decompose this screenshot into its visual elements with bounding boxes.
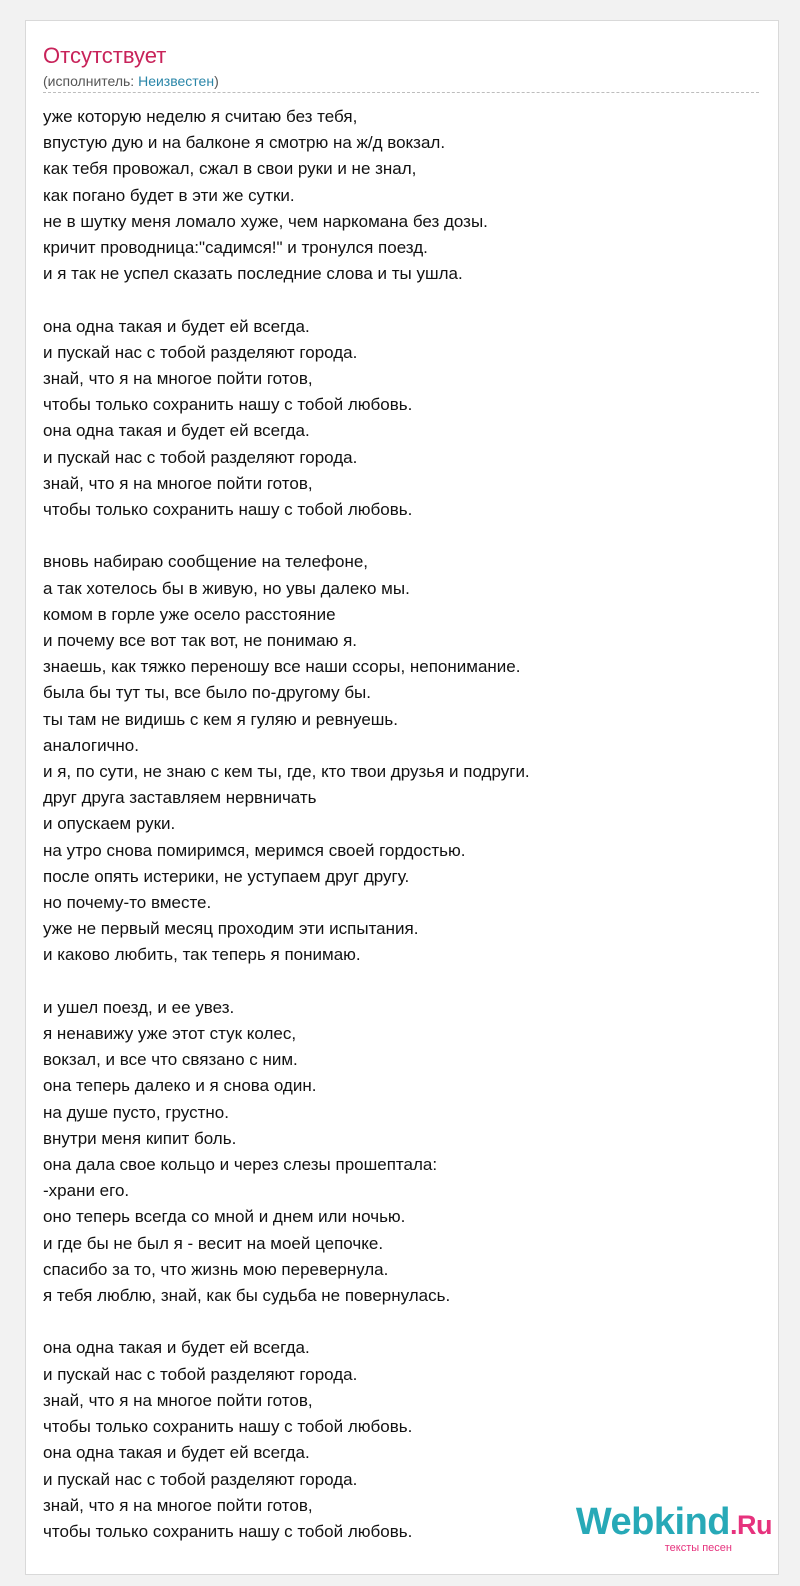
lyric-line: и я, по сути, не знаю с кем ты, где, кто твои друзья и подруги.: [43, 762, 530, 782]
lyric-line: уже не первый месяц проходим эти испытания.: [43, 919, 419, 939]
lyric-line: и пускай нас с тобой разделяют города.: [43, 342, 358, 362]
lyric-line: как тебя провожал, сжал в свои руки и не знал,: [43, 159, 417, 179]
lyric-line: вокзал, и все что связано с ним.: [43, 1050, 298, 1070]
lyric-line: она одна такая и будет ей всегда.: [43, 1338, 310, 1358]
lyric-line: и пускай нас с тобой разделяют города.: [43, 1469, 358, 1489]
lyric-line: на утро снова помиримся, меримся своей гордостью.: [43, 840, 466, 860]
lyric-line: была бы тут ты, все было по-другому бы.: [43, 683, 371, 703]
lyric-line: и каково любить, так теперь я понимаю.: [43, 945, 361, 965]
logo-wordmark: [576, 1503, 772, 1544]
lyric-line: знай, что я на многое пойти готов,: [43, 473, 313, 493]
logo-tagline: тексты песен: [664, 1542, 732, 1554]
lyric-line: не в шутку меня ломало хуже, чем наркомана без дозы.: [43, 211, 488, 231]
stanza: [43, 104, 755, 287]
lyric-line: и где бы не был я - весит на моей цепочке.: [43, 1233, 384, 1253]
lyric-line: вновь набираю сообщение на телефоне,: [43, 552, 369, 572]
stanza: [43, 995, 755, 1309]
lyric-line: уже которую неделю я считаю без тебя,: [43, 107, 358, 126]
lyric-line: ты там не видишь с кем я гуляю и ревнуешь.: [43, 709, 399, 729]
lyric-line: после опять истерики, не уступаем друг другу.: [43, 866, 410, 886]
lyric-line: и пускай нас с тобой разделяют города.: [43, 447, 358, 467]
lyric-line: комом в горле уже осело расстояние: [43, 604, 336, 624]
artist-link[interactable]: Неизвестен: [138, 73, 215, 89]
lyric-line: она одна такая и будет ей всегда.: [43, 421, 310, 441]
lyric-line: оно теперь всегда со мной и днем или ночью.: [43, 1207, 406, 1227]
lyric-line: кричит проводница:"садимся!" и тронулся поезд.: [43, 238, 428, 258]
lyric-line: впустую дую и на балконе я смотрю на ж/д вокзал.: [43, 133, 446, 153]
lyric-line: знаешь, как тяжко переношу все наши ссоры, непонимание.: [43, 657, 521, 677]
lyric-line: знай, что я на многое пойти готов,: [43, 1390, 313, 1410]
lyric-line: она одна такая и будет ей всегда.: [43, 316, 310, 336]
header-divider: [43, 92, 759, 93]
song-title: Отсутствует: [43, 43, 167, 68]
lyric-line: я ненавижу уже этот стук колес,: [43, 1024, 297, 1044]
lyric-line: чтобы только сохранить нашу с тобой любовь.: [43, 395, 413, 415]
lyric-line: и я так не успел сказать последние слова и ты ушла.: [43, 264, 463, 284]
lyric-line: и пускай нас с тобой разделяют города.: [43, 1364, 358, 1384]
lyric-line: чтобы только сохранить нашу с тобой любовь.: [43, 500, 413, 520]
lyric-line: на душе пусто, грустно.: [43, 1102, 229, 1122]
stanza: [43, 314, 755, 524]
lyric-line: она теперь далеко и я снова один.: [43, 1076, 317, 1096]
artist-line: [43, 72, 219, 90]
lyric-line: чтобы только сохранить нашу с тобой любовь.: [43, 1417, 413, 1437]
lyric-line: -храни его.: [43, 1181, 130, 1201]
lyric-line: друг друга заставляем нервничать: [43, 788, 317, 808]
lyric-line: а так хотелось бы в живую, но увы далеко мы.: [43, 578, 410, 598]
lyric-line: и почему все вот так вот, не понимаю я.: [43, 631, 358, 651]
lyric-line: спасибо за то, что жизнь мою перевернула.: [43, 1259, 389, 1279]
lyric-line: и ушел поезд, и ее увез.: [43, 997, 235, 1017]
lyric-line: она дала свое кольцо и через слезы прошептала:: [43, 1155, 438, 1175]
artist-prefix: (исполнитель:: [43, 73, 139, 89]
artist-suffix: ): [214, 73, 219, 89]
lyric-line: знай, что я на многое пойти готов,: [43, 1495, 313, 1515]
lyric-line: я тебя люблю, знай, как бы судьба не повернулась.: [43, 1286, 451, 1306]
logo-tld: .Ru: [730, 1510, 772, 1540]
lyric-line: аналогично.: [43, 735, 139, 755]
logo-brand: Webkind: [575, 1501, 730, 1543]
lyric-line: знай, что я на многое пойти готов,: [43, 369, 313, 389]
lyric-line: и опускаем руки.: [43, 814, 176, 834]
lyric-line: чтобы только сохранить нашу с тобой любовь.: [43, 1521, 413, 1541]
site-logo[interactable]: [576, 1503, 772, 1554]
lyric-line: но почему-то вместе.: [43, 893, 212, 913]
lyric-line: она одна такая и будет ей всегда.: [43, 1443, 310, 1463]
lyric-line: как погано будет в эти же сутки.: [43, 185, 295, 205]
stanza: [43, 549, 755, 968]
lyrics-body: [43, 104, 755, 1571]
lyric-line: внутри меня кипит боль.: [43, 1128, 237, 1148]
